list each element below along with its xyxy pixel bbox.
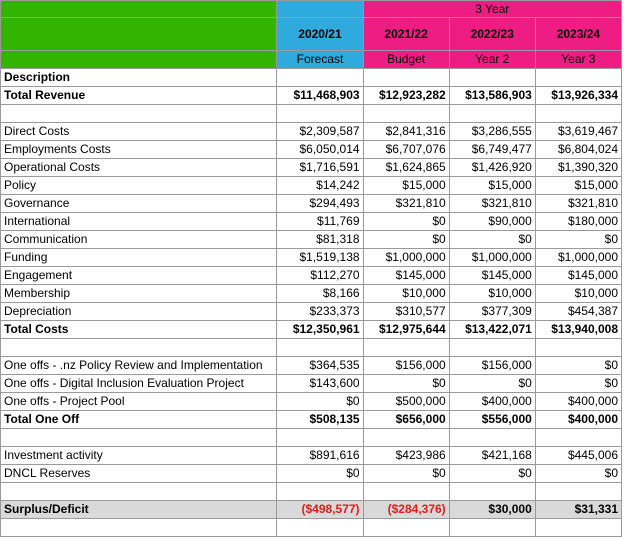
value-cell: $180,000 <box>535 213 621 231</box>
value-cell: $310,577 <box>363 303 449 321</box>
spacer-row <box>1 339 622 357</box>
value-cell: $0 <box>535 375 621 393</box>
value-cell: $1,519,138 <box>277 249 363 267</box>
value-cell: $321,810 <box>363 195 449 213</box>
value-cell: $90,000 <box>449 213 535 231</box>
year-header-2020-21: 2020/21 <box>277 18 363 51</box>
value-cell: $0 <box>363 375 449 393</box>
value-cell: $15,000 <box>449 177 535 195</box>
value-cell: $1,000,000 <box>449 249 535 267</box>
row-label: Total Revenue <box>1 87 277 105</box>
row-label: Operational Costs <box>1 159 277 177</box>
value-cell: $12,975,644 <box>363 321 449 339</box>
value-cell: $454,387 <box>535 303 621 321</box>
value-cell: $1,624,865 <box>363 159 449 177</box>
year-header-2021-22: 2021/22 <box>363 18 449 51</box>
row-label: International <box>1 213 277 231</box>
one-off-nz-policy-row <box>1 357 622 375</box>
value-cell: $10,000 <box>449 285 535 303</box>
total-one-off-row <box>1 411 622 429</box>
value-cell: $0 <box>363 465 449 483</box>
operational-costs-row <box>1 159 622 177</box>
value-cell: $400,000 <box>535 411 621 429</box>
governance-row <box>1 195 622 213</box>
row-label: Policy <box>1 177 277 195</box>
value-cell: $0 <box>535 357 621 375</box>
value-cell-negative: ($284,376) <box>363 501 449 519</box>
row-label: Total Costs <box>1 321 277 339</box>
value-cell: $400,000 <box>449 393 535 411</box>
row-label: DNCL Reserves <box>1 465 277 483</box>
value-cell: $377,309 <box>449 303 535 321</box>
row-label: One offs - Digital Inclusion Evaluation Project <box>1 375 277 393</box>
value-cell: $12,350,961 <box>277 321 363 339</box>
value-cell: $6,749,477 <box>449 141 535 159</box>
employments-costs-row <box>1 141 622 159</box>
value-cell: $0 <box>449 465 535 483</box>
value-cell: $1,000,000 <box>535 249 621 267</box>
row-label: Membership <box>1 285 277 303</box>
value-cell: $112,270 <box>277 267 363 285</box>
three-year-group-label: 3 Year <box>363 1 621 18</box>
value-cell: $3,286,555 <box>449 123 535 141</box>
value-cell: $0 <box>535 465 621 483</box>
header-subtitle-row <box>1 51 622 69</box>
value-cell: $81,318 <box>277 231 363 249</box>
row-label: Investment activity <box>1 447 277 465</box>
value-cell: $1,716,591 <box>277 159 363 177</box>
value-cell: $143,600 <box>277 375 363 393</box>
row-label: Engagement <box>1 267 277 285</box>
value-cell: $2,309,587 <box>277 123 363 141</box>
value-cell: $233,373 <box>277 303 363 321</box>
total-costs-row <box>1 321 622 339</box>
depreciation-row <box>1 303 622 321</box>
membership-row <box>1 285 622 303</box>
value-cell: $10,000 <box>535 285 621 303</box>
value-cell: $400,000 <box>535 393 621 411</box>
value-cell: $8,166 <box>277 285 363 303</box>
year-header-2023-24: 2023/24 <box>535 18 621 51</box>
value-cell: $13,940,008 <box>535 321 621 339</box>
row-label: One offs - Project Pool <box>1 393 277 411</box>
value-cell: $10,000 <box>363 285 449 303</box>
value-cell: $12,923,282 <box>363 87 449 105</box>
value-cell: $321,810 <box>535 195 621 213</box>
value-cell: $30,000 <box>449 501 535 519</box>
value-cell: $0 <box>449 231 535 249</box>
one-off-digital-row <box>1 375 622 393</box>
value-cell: $0 <box>363 213 449 231</box>
value-cell: $6,707,076 <box>363 141 449 159</box>
header-blank-cell <box>1 1 277 18</box>
value-cell: $500,000 <box>363 393 449 411</box>
value-cell: $364,535 <box>277 357 363 375</box>
spacer-row <box>1 105 622 123</box>
value-cell: $145,000 <box>363 267 449 285</box>
row-label: Depreciation <box>1 303 277 321</box>
value-cell: $15,000 <box>363 177 449 195</box>
subtitle-forecast: Forecast <box>277 51 363 69</box>
value-cell: $423,986 <box>363 447 449 465</box>
value-cell: $0 <box>277 393 363 411</box>
description-label: Description <box>1 69 277 87</box>
direct-costs-row <box>1 123 622 141</box>
value-cell: $13,926,334 <box>535 87 621 105</box>
funding-row <box>1 249 622 267</box>
value-cell: $656,000 <box>363 411 449 429</box>
value-cell: $11,769 <box>277 213 363 231</box>
value-cell: $556,000 <box>449 411 535 429</box>
communication-row <box>1 231 622 249</box>
row-label: Employments Costs <box>1 141 277 159</box>
total-revenue-row <box>1 87 622 105</box>
value-cell: $0 <box>277 465 363 483</box>
value-cell-negative: ($498,577) <box>277 501 363 519</box>
row-label: One offs - .nz Policy Review and Implementation <box>1 357 277 375</box>
surplus-deficit-row <box>1 501 622 519</box>
value-cell: $2,841,316 <box>363 123 449 141</box>
value-cell: $31,331 <box>535 501 621 519</box>
subtitle-year-3: Year 3 <box>535 51 621 69</box>
value-cell: $11,468,903 <box>277 87 363 105</box>
description-row <box>1 69 622 87</box>
header-blank-cell <box>1 18 277 51</box>
row-label: Governance <box>1 195 277 213</box>
header-group-row <box>1 1 622 18</box>
spacer-row <box>1 483 622 501</box>
value-cell: $1,390,320 <box>535 159 621 177</box>
investment-activity-row <box>1 447 622 465</box>
value-cell: $13,586,903 <box>449 87 535 105</box>
value-cell: $156,000 <box>363 357 449 375</box>
subtitle-budget: Budget <box>363 51 449 69</box>
value-cell: $1,426,920 <box>449 159 535 177</box>
subtitle-year-2: Year 2 <box>449 51 535 69</box>
value-cell: $0 <box>363 231 449 249</box>
value-cell: $14,242 <box>277 177 363 195</box>
value-cell: $421,168 <box>449 447 535 465</box>
value-cell: $321,810 <box>449 195 535 213</box>
spacer-row <box>1 519 622 537</box>
value-cell: $13,422,071 <box>449 321 535 339</box>
value-cell: $156,000 <box>449 357 535 375</box>
value-cell: $891,616 <box>277 447 363 465</box>
header-years-row <box>1 18 622 51</box>
row-label: Communication <box>1 231 277 249</box>
international-row <box>1 213 622 231</box>
value-cell: $3,619,467 <box>535 123 621 141</box>
value-cell: $145,000 <box>535 267 621 285</box>
row-label: Total One Off <box>1 411 277 429</box>
value-cell: $0 <box>449 375 535 393</box>
value-cell: $1,000,000 <box>363 249 449 267</box>
value-cell: $6,804,024 <box>535 141 621 159</box>
value-cell: $508,135 <box>277 411 363 429</box>
engagement-row <box>1 267 622 285</box>
value-cell: $0 <box>535 231 621 249</box>
value-cell: $145,000 <box>449 267 535 285</box>
value-cell: $445,006 <box>535 447 621 465</box>
value-cell: $6,050,014 <box>277 141 363 159</box>
one-off-project-pool-row <box>1 393 622 411</box>
header-blank-cell <box>1 51 277 69</box>
row-label: Direct Costs <box>1 123 277 141</box>
spacer-row <box>1 429 622 447</box>
policy-row <box>1 177 622 195</box>
row-label: Funding <box>1 249 277 267</box>
row-label: Surplus/Deficit <box>1 501 277 519</box>
dncl-reserves-row <box>1 465 622 483</box>
year-header-2022-23: 2022/23 <box>449 18 535 51</box>
value-cell: $15,000 <box>535 177 621 195</box>
value-cell: $294,493 <box>277 195 363 213</box>
header-blank-cell <box>277 1 363 18</box>
